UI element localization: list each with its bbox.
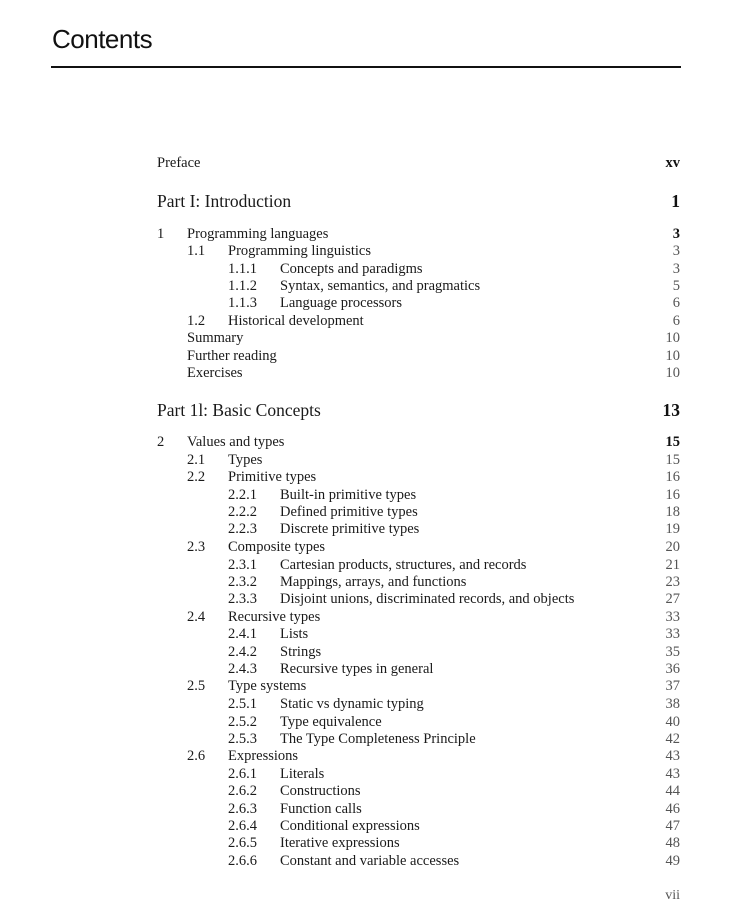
toc-entry-number: 2.6.1 xyxy=(228,766,257,782)
toc-entry-title: Constructions xyxy=(280,783,361,799)
toc-entry-title: Further reading xyxy=(187,348,277,364)
toc-entry-title: Recursive types in general xyxy=(280,661,434,677)
toc-entry-page: 5 xyxy=(672,278,680,294)
toc-entry-page: 6 xyxy=(672,295,680,311)
toc-entry-title: Disjoint unions, discriminated records, and objects xyxy=(280,591,575,607)
toc-entry-number: 2.3 xyxy=(187,539,206,555)
toc-entry-page: 43 xyxy=(665,766,680,782)
toc-entry-title: Programming languages xyxy=(187,226,329,242)
toc-entry-page: 33 xyxy=(665,626,680,642)
toc-entry-title: Part I: Introduction xyxy=(157,191,292,211)
toc-entry-number: 1.1 xyxy=(187,243,206,259)
toc-entry-page: 43 xyxy=(665,748,680,764)
toc-entry-title: Types xyxy=(228,452,263,468)
toc-entry-page: 42 xyxy=(665,731,680,747)
toc-entry-title: Built-in primitive types xyxy=(280,487,417,503)
toc-entry-title: Type equivalence xyxy=(280,714,382,730)
toc-entry-number: 1.2 xyxy=(187,313,206,329)
toc-entry-number: 2.3.2 xyxy=(228,574,257,590)
toc-entry-number: 2.6.5 xyxy=(228,835,257,851)
toc-entry-page: 15 xyxy=(665,434,680,450)
toc-entry-page: 16 xyxy=(665,469,680,485)
toc-entry-title: Preface xyxy=(157,155,201,171)
toc-entry-page: 3 xyxy=(672,226,680,242)
toc-entry-number: 2.2 xyxy=(187,469,206,485)
toc-entry-title: Mappings, arrays, and functions xyxy=(280,574,467,590)
toc-entry-page: 10 xyxy=(665,348,680,364)
toc-entry-number: 2.4 xyxy=(187,609,206,625)
toc-entry-title: Discrete primitive types xyxy=(280,521,420,537)
page-number: vii xyxy=(665,888,680,903)
toc-entry-page: 46 xyxy=(665,801,680,817)
toc-entry-page: 19 xyxy=(665,521,680,537)
toc-entry-page: 40 xyxy=(665,714,680,730)
toc-entry-number: 2.2.2 xyxy=(228,504,257,520)
toc-entry-title: Type systems xyxy=(228,678,307,694)
toc-entry-page: 13 xyxy=(662,400,680,420)
toc-entry-title: Part 1l: Basic Concepts xyxy=(157,400,321,420)
toc-entry-number: 2.6.3 xyxy=(228,801,257,817)
toc-entry-number: 1.1.2 xyxy=(228,278,257,294)
toc-entry-number: 2.2.3 xyxy=(228,521,257,537)
toc-entry-number: 1 xyxy=(157,226,165,242)
toc-entry-page: xv xyxy=(665,155,680,171)
toc-entry-page: 44 xyxy=(665,783,680,799)
toc-entry-number: 2.3.3 xyxy=(228,591,257,607)
toc-entry-page: 10 xyxy=(665,330,680,346)
toc-entry-title: The Type Completeness Principle xyxy=(280,731,476,747)
toc-entry-title: Composite types xyxy=(228,539,326,555)
toc-entry-number: 1.1.3 xyxy=(228,295,257,311)
toc-entry-title: Conditional expressions xyxy=(280,818,420,834)
toc-entry-page: 37 xyxy=(665,678,680,694)
page-title: Contents xyxy=(52,24,153,54)
toc-entry-page: 3 xyxy=(672,243,680,259)
toc-entry-number: 2.1 xyxy=(187,452,206,468)
toc-entry-title: Constant and variable accesses xyxy=(280,853,460,869)
toc-entry-title: Expressions xyxy=(228,748,299,764)
toc-entry-title: Summary xyxy=(187,330,244,346)
toc-entry-number: 2.2.1 xyxy=(228,487,257,503)
toc-entry-title: Function calls xyxy=(280,801,362,817)
toc-entry-page: 10 xyxy=(665,365,680,381)
toc-entry-page: 49 xyxy=(665,853,680,869)
toc-entry-number: 2.6 xyxy=(187,748,206,764)
toc-entry-page: 16 xyxy=(665,487,680,503)
toc-entry-page: 27 xyxy=(665,591,680,607)
toc-entry-page: 20 xyxy=(665,539,680,555)
toc-entry-page: 6 xyxy=(672,313,680,329)
toc-entry-page: 36 xyxy=(665,661,680,677)
toc-entry-title: Lists xyxy=(280,626,309,642)
toc-entry-number: 2.5.1 xyxy=(228,696,257,712)
toc-entry-page: 1 xyxy=(671,191,680,211)
toc-entry-title: Defined primitive types xyxy=(280,504,418,520)
toc-entry-number: 2.5 xyxy=(187,678,206,694)
toc-entry-number: 2.6.2 xyxy=(228,783,257,799)
toc-entry-title: Iterative expressions xyxy=(280,835,400,851)
toc-entry-page: 15 xyxy=(665,452,680,468)
toc-entry-title: Static vs dynamic typing xyxy=(280,696,424,712)
toc-entry-number: 2.5.2 xyxy=(228,714,257,730)
toc-entry-title: Strings xyxy=(280,644,322,660)
toc-entry-page: 33 xyxy=(665,609,680,625)
toc-entry-title: Language processors xyxy=(280,295,402,311)
toc-entry-page: 35 xyxy=(665,644,680,660)
toc-entry-title: Syntax, semantics, and pragmatics xyxy=(280,278,481,294)
toc-entry-number: 2.3.1 xyxy=(228,557,257,573)
toc-entry-page: 48 xyxy=(665,835,680,851)
title-rule xyxy=(51,66,681,68)
toc-entry-title: Concepts and paradigms xyxy=(280,261,423,277)
toc-entry-number: 2.5.3 xyxy=(228,731,257,747)
toc-entry-title: Literals xyxy=(280,766,325,782)
toc-entry-page: 47 xyxy=(665,818,680,834)
toc-entry-title: Exercises xyxy=(187,365,243,381)
toc-entry-number: 2.4.2 xyxy=(228,644,257,660)
toc-entry-number: 1.1.1 xyxy=(228,261,257,277)
toc-entry-number: 2.4.3 xyxy=(228,661,257,677)
toc-entry-number: 2.4.1 xyxy=(228,626,257,642)
toc-entry-title: Values and types xyxy=(187,434,285,450)
toc-entry-number: 2.6.4 xyxy=(228,818,257,834)
toc-entry-title: Primitive types xyxy=(228,469,317,485)
toc-entry-page: 23 xyxy=(665,574,680,590)
toc-entry-title: Cartesian products, structures, and records xyxy=(280,557,527,573)
toc-entry-number: 2.6.6 xyxy=(228,853,257,869)
toc-entry-page: 21 xyxy=(665,557,680,573)
toc-entry-title: Programming linguistics xyxy=(228,243,371,259)
toc-entry-number: 2 xyxy=(157,434,165,450)
toc-entry-page: 38 xyxy=(665,696,680,712)
toc-entry-title: Recursive types xyxy=(228,609,321,625)
toc-entry-page: 18 xyxy=(665,504,680,520)
toc-entry-title: Historical development xyxy=(228,313,364,329)
toc-entry-page: 3 xyxy=(672,261,680,277)
